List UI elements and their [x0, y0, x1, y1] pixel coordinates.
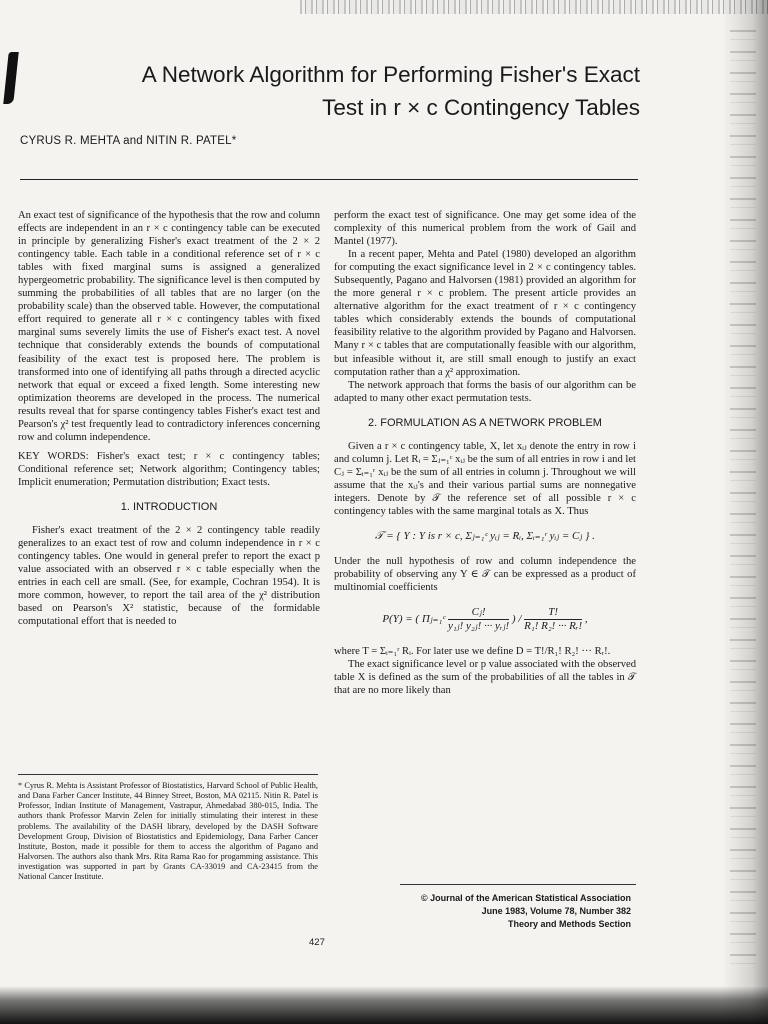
scan-corner-mark: [3, 52, 18, 104]
fraction-numerator: Cⱼ!: [448, 606, 509, 620]
section-heading-introduction: 1. INTRODUCTION: [120, 500, 218, 513]
abstract: An exact test of significance of the hypothesis that the row and column effects are independent in an r × c contingency table can be executed in principle by generalizing Fisher's exact treatment of the 2 × 2 contingency table. Each table in a conditional reference set of r × c tables with fixed marginal sums is assigned a generalized hypergeometric probability. The significance level is then computed by summing the probabilities of all tables that are no larger (on the probability scale) than the observed table. However, the computational effort required to generate all r × c contingency tables with fixed marginal sums severely limits the use of Fisher's exact test. A novel technique that considerably extends the bounds of computational feasibility of the exact test is proposed here. The problem is transformed into one of identifying all paths through a directed acyclic network that equal or exceed a fixed length. Some interesting new optimization theorems are developed in the process. The numerical results reveal that for sparse contingency tables Fisher's exact test and Pearson's χ² test frequently lead to contradictory inferences concerning row and column independence.: [18, 210, 320, 443]
formulation-paragraph-4: The exact significance level or p value associated with the observed table X is defined as the sum of the probabilities of all the tables in 𝒯 that are no more likely than: [334, 659, 636, 697]
right-column: [334, 209, 636, 698]
section-heading-network: 2. FORMULATION AS A NETWORK PROBLEM: [368, 416, 602, 429]
fraction-denominator: R₁! R₂! ··· Rᵣ!: [524, 620, 583, 633]
page-number: 427: [309, 937, 325, 948]
title-line-1: A Network Algorithm for Performing Fisher's Exact: [141, 62, 640, 87]
journal-citation: [330, 892, 631, 931]
scan-bottom-edge: [0, 986, 768, 1024]
scan-top-edge: [300, 0, 768, 14]
formulation-paragraph-1: Given a r × c contingency table, X, let xᵢⱼ denote the entry in row i and column j. Let Rᵢ = Σⱼ₌₁ᶜ xᵢⱼ be the sum of all entries in row i and let Cⱼ = Σᵢ₌₁ʳ xᵢⱼ be the sum of all entries in column j. Throughout we will assume that the xᵢⱼ's and their various partial sums are nonnegative integers. Denote by 𝒯 the reference set of all possible r × c contingency tables with the same marginal totals as X. Thus: [334, 440, 636, 517]
title-rule: [20, 179, 638, 180]
fraction-total: [524, 606, 582, 633]
right-paragraph-2: In a recent paper, Mehta and Patel (1980) developed an algorithm for computing the exact significance level in 2 × c contingency tables. Subsequently, Pagano and Halvorsen (1981) provided an algorithm for the more general r × c problem. The present article provides an alternative algorithm for the exact treatment of r × c contingency tables which considerably extends the bounds of computational feasibility relative to the algorithm provided by Pagano and Halvorsen. Many r × c tables that are computationally feasible with our algorithm, but infeasible without it, are still small enough to justify an exact computation rather than a χ² approximation.: [334, 249, 636, 378]
fraction-denominator: y₁ⱼ! y₂ⱼ! ··· yᵣⱼ!: [447, 620, 510, 633]
fraction-multinomial: [448, 606, 509, 633]
scan-right-edge-noise: [730, 30, 756, 970]
journal-rule: [400, 884, 636, 885]
equation-reference-set: 𝒯 = { Y : Y is r × c, Σⱼ₌₁ᶜ yᵢⱼ = Rᵢ, Σᵢ₌₁ʳ yᵢⱼ = Cⱼ } .: [375, 530, 595, 543]
formulation-paragraph-2: Under the null hypothesis of row and column independence the probability of observing any Y ∈ 𝒯 can be expressed as a product of multinomial coefficients: [334, 556, 636, 594]
equation-probability-mid: ) /: [511, 613, 522, 626]
right-paragraph-3: The network approach that forms the basis of our algorithm can be adapted to many other exact permutation tests.: [334, 379, 636, 404]
journal-line-2: June 1983, Volume 78, Number 382: [481, 906, 631, 916]
footnote-rule: [18, 774, 318, 775]
journal-line-1: © Journal of the American Statistical Association: [420, 893, 631, 903]
author-footnote: * Cyrus R. Mehta is Assistant Professor of Biostatistics, Harvard School of Public Health, and Dana Farber Cancer Institute, 44 Binney Street, Boston, MA 02115. Nitin R. Patel is Professor, Indian Institute of Management, Vastrapur, Ahmedabad 380-015, India. The authors thank Professor Marvin Zelen for initially stimulating their interest in these problems. The availability of the DASH library, developed by the DASH Software Development Group, Division of Biostatistics and Epidemiology, Dana Farber Cancer Institute, Boston, made it possible for them to access the algorithm of Pagano and Halvorsen. The authors also thank Mrs. Rita Rama Rao for progamming assistance. This investigation was supported in part by Grants CA-33019 and CA-23415 from the National Cancer Institute.: [18, 781, 318, 882]
authors: CYRUS R. MEHTA and NITIN R. PATEL*: [20, 135, 237, 147]
left-column: [18, 209, 320, 628]
equation-probability-lhs: P(Y) = ( Πⱼ₌₁ᶜ: [382, 613, 446, 626]
journal-line-3: Theory and Methods Section: [507, 919, 631, 929]
title-line-2: Test in r × c Contingency Tables: [322, 95, 640, 120]
equation-probability: [334, 606, 636, 633]
right-paragraph-1: perform the exact test of significance. One may get some idea of the complexity of this numerical problem from the work of Gail and Mantel (1977).: [334, 210, 636, 248]
equation-probability-end: ,: [584, 613, 588, 626]
fraction-numerator: T!: [524, 606, 582, 620]
introduction-paragraph: Fisher's exact treatment of the 2 × 2 contingency table readily generalizes to an exact test of row and column independence in r × c contingency tables. One would in general prefer to report the exact p value associated with an observed r × c table especially when the entries in each cell are small. (See, for example, Cochran 1954). It is more common, however, to report the tail area of the χ² distribution based on Pearson's X² statistic, because of the formidable computational effort that is needed to: [18, 525, 320, 628]
keywords: KEY WORDS: Fisher's exact test; r × c contingency tables; Conditional reference set; Network algorithm; Contingency tables; Implicit enumeration; Permutation distribution; Exact tests.: [18, 450, 320, 488]
paper-title: [50, 58, 640, 124]
formulation-paragraph-3: where T = Σᵢ₌₁ʳ Rᵢ. For later use we define D = T!/R₁! R₂! ··· Rᵣ!.: [334, 646, 611, 658]
